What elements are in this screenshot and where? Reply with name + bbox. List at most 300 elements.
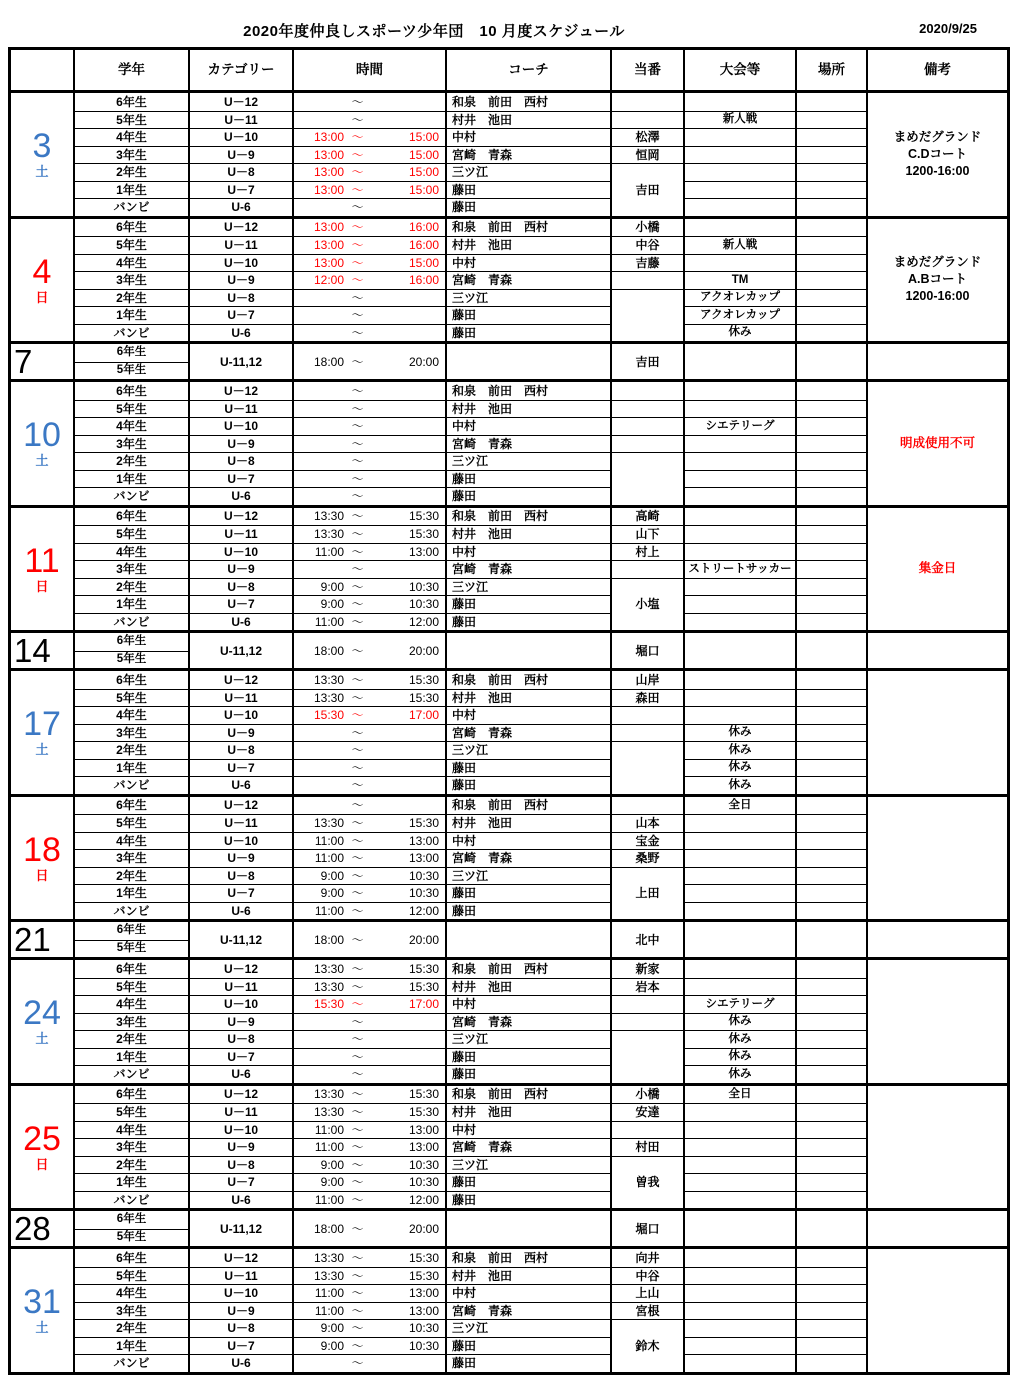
time-col bbox=[292, 382, 445, 505]
note-cell bbox=[868, 922, 1007, 957]
time-end: 10:30 bbox=[408, 579, 439, 594]
time-end: 15:30 bbox=[408, 672, 439, 687]
category-cell: U－7 bbox=[190, 1173, 292, 1191]
time-col bbox=[292, 1249, 445, 1372]
event-cell bbox=[685, 487, 795, 505]
category-cell: U－10 bbox=[190, 832, 292, 850]
coach-col bbox=[445, 382, 610, 505]
grade-cell: 5年生 bbox=[75, 978, 188, 996]
tilde-symbol: ～ bbox=[351, 354, 364, 369]
time-start: 11:00 bbox=[314, 1192, 344, 1207]
time-cell bbox=[294, 884, 445, 902]
category-col bbox=[188, 219, 292, 342]
time-start: 13:00 bbox=[313, 238, 344, 253]
time-cell bbox=[294, 1048, 445, 1066]
time-cell bbox=[294, 1013, 445, 1031]
grade-cell: 2年生 bbox=[75, 289, 188, 307]
time-cell bbox=[294, 671, 445, 689]
event-cell: 休み bbox=[685, 324, 795, 342]
time-end: 15:30 bbox=[408, 1087, 439, 1102]
event-col bbox=[683, 1249, 795, 1372]
time-start: 11:00 bbox=[314, 851, 344, 866]
category-cell: U－7 bbox=[190, 1048, 292, 1066]
date-cell bbox=[11, 1249, 73, 1372]
place-cell bbox=[797, 198, 866, 216]
time-cell bbox=[294, 706, 445, 724]
duty-cell bbox=[612, 400, 683, 418]
place-cell bbox=[797, 1048, 866, 1066]
coach-col bbox=[445, 1086, 610, 1209]
event-cell bbox=[685, 1249, 795, 1267]
grade-cell: 1年生 bbox=[75, 1337, 188, 1355]
coach-cell: 藤田 bbox=[447, 1354, 610, 1372]
day-block-28 bbox=[11, 1208, 1007, 1246]
place-cell bbox=[797, 324, 866, 342]
day-block-18 bbox=[11, 794, 1007, 920]
time-start: 11:00 bbox=[314, 1286, 344, 1301]
place-cell bbox=[797, 382, 866, 400]
category-cell: U－11 bbox=[190, 814, 292, 832]
header-cell-time: 時間 bbox=[356, 62, 383, 78]
tilde-symbol: ～ bbox=[351, 562, 364, 577]
time-col bbox=[292, 922, 445, 957]
grade-col bbox=[73, 960, 188, 1083]
coach-cell: 藤田 bbox=[447, 1048, 610, 1066]
category-cell: U－8 bbox=[190, 1156, 292, 1174]
duty-cell: 宮根 bbox=[612, 1302, 683, 1320]
place-cell bbox=[797, 111, 866, 129]
grade-cell: 4年生 bbox=[75, 254, 188, 272]
grade-cell: 5年生 bbox=[75, 111, 188, 129]
place-cell bbox=[797, 759, 866, 777]
time-end: 12:00 bbox=[408, 1192, 439, 1207]
day-block-17 bbox=[11, 668, 1007, 794]
category-cell: U－8 bbox=[190, 1030, 292, 1048]
time-end: 15:30 bbox=[408, 1268, 439, 1283]
time-cell bbox=[294, 1138, 445, 1156]
duty-cell-merged: 曽我 bbox=[612, 1156, 683, 1209]
time-cell bbox=[294, 306, 445, 324]
category-cell: U－10 bbox=[190, 1284, 292, 1302]
grade-cell: 6年生 bbox=[116, 798, 147, 813]
event-cell bbox=[685, 595, 795, 613]
grade-cell: 5年生 bbox=[75, 689, 188, 707]
time-end: 15:00 bbox=[408, 130, 439, 145]
event-cell: 新人戦 bbox=[685, 111, 795, 129]
time-start: 13:30 bbox=[313, 672, 344, 687]
event-cell bbox=[685, 181, 795, 199]
time-start: 11:00 bbox=[314, 833, 344, 848]
time-cell bbox=[294, 146, 445, 164]
coach-col bbox=[445, 344, 610, 379]
event-col bbox=[683, 960, 795, 1083]
coach-cell: 藤田 bbox=[447, 776, 610, 794]
grade-cell: バンビ bbox=[75, 1354, 188, 1372]
day-block-3 bbox=[11, 90, 1007, 216]
grade-cell: 1年生 bbox=[75, 884, 188, 902]
duty-cell: 恒岡 bbox=[612, 146, 683, 164]
event-cell bbox=[685, 689, 795, 707]
tilde-symbol: ～ bbox=[351, 509, 364, 524]
category-cell: U－7 bbox=[190, 884, 292, 902]
grade-cell: 4年生 bbox=[75, 128, 188, 146]
event-cell bbox=[685, 1319, 795, 1337]
category-cell: U－12 bbox=[223, 672, 258, 687]
category-cell: U-6 bbox=[190, 902, 292, 920]
time-cell bbox=[294, 689, 445, 707]
date-col bbox=[11, 1249, 73, 1372]
category-cell: U-6 bbox=[190, 1065, 292, 1083]
page-title: 2020年度仲良しスポーツ少年団 10 月度スケジュール bbox=[243, 23, 625, 40]
time-end: 17:00 bbox=[408, 708, 439, 723]
tilde-symbol: ～ bbox=[351, 868, 364, 883]
grade-cell: 2年生 bbox=[75, 1030, 188, 1048]
tilde-symbol: ～ bbox=[351, 200, 364, 215]
coach-cell: 和泉 前田 西村 bbox=[452, 1250, 549, 1265]
header-col-note bbox=[866, 50, 1007, 90]
time-cell bbox=[294, 435, 445, 453]
time-cell bbox=[294, 1337, 445, 1355]
grade-col bbox=[73, 922, 188, 957]
duty-col bbox=[610, 960, 683, 1083]
date-cell bbox=[11, 1211, 73, 1246]
category-col bbox=[188, 382, 292, 505]
note-cell bbox=[868, 508, 1007, 631]
category-col bbox=[188, 344, 292, 379]
duty-cell-merged: 吉田 bbox=[612, 163, 683, 216]
event-cell bbox=[685, 1354, 795, 1372]
coach-cell: 宮崎 青森 bbox=[447, 146, 610, 164]
event-cell bbox=[685, 435, 795, 453]
coach-col bbox=[445, 922, 610, 957]
time-col bbox=[292, 508, 445, 631]
category-cell: U－9 bbox=[190, 1302, 292, 1320]
place-cell bbox=[797, 706, 866, 724]
tilde-symbol: ～ bbox=[351, 1321, 364, 1336]
note-col bbox=[866, 671, 1007, 794]
grade-cell: 6年生 bbox=[116, 220, 147, 235]
coach-col bbox=[445, 1211, 610, 1246]
duty-cell bbox=[612, 995, 683, 1013]
time-end: 15:30 bbox=[408, 961, 439, 976]
date-col bbox=[11, 1086, 73, 1209]
place-col bbox=[795, 508, 866, 631]
tilde-symbol: ～ bbox=[351, 778, 364, 793]
place-col bbox=[795, 922, 866, 957]
event-cell bbox=[685, 219, 795, 237]
coach-cell: 中村 bbox=[447, 417, 610, 435]
header-col-time bbox=[292, 50, 445, 90]
place-cell bbox=[797, 1121, 866, 1139]
time-cell bbox=[294, 1319, 445, 1337]
category-cell: U－11 bbox=[190, 689, 292, 707]
coach-cell: 三ツ江 bbox=[447, 741, 610, 759]
place-cell bbox=[797, 922, 866, 957]
coach-cell: 藤田 bbox=[447, 1173, 610, 1191]
place-cell bbox=[797, 508, 866, 526]
time-end: 15:00 bbox=[408, 182, 439, 197]
day-of-week: 土 bbox=[35, 453, 49, 469]
event-col bbox=[683, 1086, 795, 1209]
category-cell: U－12 bbox=[223, 383, 258, 398]
time-col bbox=[292, 219, 445, 342]
tilde-symbol: ～ bbox=[351, 1338, 364, 1353]
time-cell bbox=[294, 1065, 445, 1083]
day-of-week: 土 bbox=[35, 1320, 49, 1336]
place-cell bbox=[797, 1284, 866, 1302]
time-cell bbox=[294, 922, 445, 957]
event-cell bbox=[685, 578, 795, 596]
time-end: 20:00 bbox=[408, 643, 439, 658]
coach-cell: 和泉 前田 西村 bbox=[452, 1087, 549, 1102]
day-number: 21 bbox=[14, 922, 51, 957]
day-block-11 bbox=[11, 505, 1007, 631]
place-cell bbox=[797, 219, 866, 237]
place-cell bbox=[797, 400, 866, 418]
place-cell bbox=[797, 181, 866, 199]
event-cell bbox=[685, 163, 795, 181]
coach-cell: 村井 池田 bbox=[447, 1267, 610, 1285]
tilde-symbol: ～ bbox=[351, 165, 364, 180]
day-block-31 bbox=[11, 1246, 1007, 1372]
time-end: 20:00 bbox=[408, 1221, 439, 1236]
header-cell-event: 大会等 bbox=[719, 62, 761, 78]
tilde-symbol: ～ bbox=[351, 932, 364, 947]
grade-cell: 2年生 bbox=[75, 163, 188, 181]
note-line: まめだグランド bbox=[893, 255, 982, 270]
category-cell: U－8 bbox=[190, 578, 292, 596]
category-col bbox=[188, 93, 292, 216]
grade-col bbox=[73, 797, 188, 920]
grade-cell: 2年生 bbox=[75, 1319, 188, 1337]
day-of-week: 日 bbox=[35, 289, 49, 305]
place-col bbox=[795, 219, 866, 342]
coach-cell: 村井 池田 bbox=[447, 814, 610, 832]
coach-cell: 藤田 bbox=[447, 595, 610, 613]
duty-cell bbox=[612, 435, 683, 453]
place-cell bbox=[797, 1267, 866, 1285]
date-cell bbox=[11, 508, 73, 631]
event-col bbox=[683, 633, 795, 668]
event-cell bbox=[685, 1211, 795, 1246]
date-cell bbox=[11, 93, 73, 216]
tilde-symbol: ～ bbox=[351, 643, 364, 658]
day-number: 4 bbox=[32, 252, 52, 291]
place-cell bbox=[797, 884, 866, 902]
time-end: 15:30 bbox=[408, 1105, 439, 1120]
tilde-symbol: ～ bbox=[351, 903, 364, 918]
place-cell bbox=[797, 306, 866, 324]
note-cell bbox=[868, 633, 1007, 668]
grade-cell: バンビ bbox=[75, 1191, 188, 1209]
duty-col bbox=[610, 1211, 683, 1246]
category-col bbox=[188, 1211, 292, 1246]
coach-cell: 藤田 bbox=[447, 324, 610, 342]
time-cell bbox=[294, 867, 445, 885]
place-cell bbox=[797, 236, 866, 254]
time-cell bbox=[294, 163, 445, 181]
time-end: 13:00 bbox=[408, 544, 439, 559]
place-cell bbox=[797, 1013, 866, 1031]
category-cell: U－8 bbox=[190, 163, 292, 181]
grade-cell: 3年生 bbox=[75, 849, 188, 867]
event-cell bbox=[685, 93, 795, 111]
coach-cell: 中村 bbox=[447, 995, 610, 1013]
note-col bbox=[866, 922, 1007, 957]
tilde-symbol: ～ bbox=[351, 816, 364, 831]
day-block-10 bbox=[11, 379, 1007, 505]
grade-cell: 5年生 bbox=[75, 400, 188, 418]
tilde-symbol: ～ bbox=[351, 147, 364, 162]
time-cell bbox=[294, 219, 445, 237]
time-cell bbox=[294, 1284, 445, 1302]
time-start: 11:00 bbox=[314, 903, 344, 918]
time-cell bbox=[294, 324, 445, 342]
category-cell: U－10 bbox=[190, 995, 292, 1013]
time-start: 13:30 bbox=[313, 1105, 344, 1120]
tilde-symbol: ～ bbox=[351, 1250, 364, 1265]
note-line: 1200-16:00 bbox=[905, 289, 970, 304]
coach-cell: 藤田 bbox=[447, 1065, 610, 1083]
event-cell: 全日 bbox=[728, 1087, 752, 1100]
coach-cell: 三ツ江 bbox=[447, 289, 610, 307]
time-cell bbox=[294, 814, 445, 832]
category-col bbox=[188, 1249, 292, 1372]
duty-cell bbox=[612, 382, 683, 400]
grade-col bbox=[73, 633, 188, 668]
note-col bbox=[866, 960, 1007, 1083]
time-cell bbox=[294, 724, 445, 742]
coach-cell: 村井 池田 bbox=[447, 400, 610, 418]
date-cell bbox=[11, 671, 73, 794]
grade-col bbox=[73, 1249, 188, 1372]
category-cell: U－12 bbox=[223, 220, 258, 235]
time-start: 9:00 bbox=[320, 1157, 344, 1172]
grade-cell: 2年生 bbox=[75, 1156, 188, 1174]
day-number: 11 bbox=[24, 541, 60, 580]
header-col-place bbox=[795, 50, 866, 90]
place-cell bbox=[797, 613, 866, 631]
date-col bbox=[11, 93, 73, 216]
time-cell bbox=[294, 543, 445, 561]
category-cell: U－9 bbox=[190, 1138, 292, 1156]
time-cell bbox=[294, 181, 445, 199]
time-cell bbox=[294, 832, 445, 850]
place-cell bbox=[797, 902, 866, 920]
coach-cell: 藤田 bbox=[447, 613, 610, 631]
coach-col bbox=[445, 93, 610, 216]
time-end: 17:00 bbox=[408, 997, 439, 1012]
tilde-symbol: ～ bbox=[351, 273, 364, 288]
duty-cell bbox=[612, 797, 683, 815]
duty-col bbox=[610, 382, 683, 505]
day-of-week: 日 bbox=[35, 1156, 49, 1172]
category-cell: U－11 bbox=[190, 978, 292, 996]
event-col bbox=[683, 508, 795, 631]
category-cell: U-11,12 bbox=[219, 643, 263, 658]
tilde-symbol: ～ bbox=[351, 886, 364, 901]
place-cell bbox=[797, 470, 866, 488]
place-cell bbox=[797, 633, 866, 668]
header-col-date bbox=[11, 50, 73, 90]
event-cell bbox=[685, 1191, 795, 1209]
time-cell bbox=[294, 417, 445, 435]
grade-cell: 1年生 bbox=[75, 181, 188, 199]
event-col bbox=[683, 382, 795, 505]
category-cell: U－11 bbox=[190, 111, 292, 129]
time-start: 9:00 bbox=[320, 1321, 344, 1336]
place-cell bbox=[797, 525, 866, 543]
time-start: 9:00 bbox=[320, 597, 344, 612]
place-cell bbox=[797, 1086, 866, 1104]
time-cell bbox=[294, 236, 445, 254]
place-cell bbox=[797, 93, 866, 111]
time-start: 11:00 bbox=[314, 1122, 344, 1137]
event-cell bbox=[685, 978, 795, 996]
duty-cell-merged bbox=[612, 289, 683, 342]
time-start: 15:30 bbox=[313, 708, 344, 723]
time-end: 15:30 bbox=[408, 1250, 439, 1265]
category-col bbox=[188, 671, 292, 794]
time-cell bbox=[294, 254, 445, 272]
grade-cell: 1年生 bbox=[75, 1048, 188, 1066]
category-cell: U－7 bbox=[190, 181, 292, 199]
grade-col bbox=[73, 671, 188, 794]
tilde-symbol: ～ bbox=[351, 419, 364, 434]
tilde-symbol: ～ bbox=[351, 308, 364, 323]
category-cell: U－8 bbox=[190, 452, 292, 470]
event-cell bbox=[685, 1302, 795, 1320]
event-cell bbox=[685, 633, 795, 668]
tilde-symbol: ～ bbox=[351, 454, 364, 469]
grade-cell: 4年生 bbox=[75, 1284, 188, 1302]
time-end: 12:00 bbox=[408, 903, 439, 918]
category-col bbox=[188, 922, 292, 957]
time-end: 13:00 bbox=[408, 1286, 439, 1301]
place-col bbox=[795, 382, 866, 505]
date-cell bbox=[11, 633, 73, 668]
note-line: A.Bコート bbox=[907, 272, 968, 287]
grade-cell: 5年生 bbox=[75, 814, 188, 832]
category-cell: U-6 bbox=[190, 613, 292, 631]
category-cell: U－9 bbox=[190, 724, 292, 742]
grade-col bbox=[73, 382, 188, 505]
date-col bbox=[11, 671, 73, 794]
duty-cell-merged: 鈴木 bbox=[612, 1319, 683, 1372]
grade-cell: 2年生 bbox=[75, 578, 188, 596]
tilde-symbol: ～ bbox=[351, 708, 364, 723]
place-cell bbox=[797, 1337, 866, 1355]
time-col bbox=[292, 93, 445, 216]
place-cell bbox=[797, 960, 866, 978]
event-cell bbox=[685, 671, 795, 689]
grade-cell: 3年生 bbox=[75, 271, 188, 289]
time-cell bbox=[294, 741, 445, 759]
time-end: 13:00 bbox=[408, 1303, 439, 1318]
time-cell bbox=[294, 400, 445, 418]
tilde-symbol: ～ bbox=[351, 1049, 364, 1064]
category-cell: U－9 bbox=[190, 849, 292, 867]
category-cell: U－10 bbox=[190, 254, 292, 272]
coach-cell: 宮崎 青森 bbox=[447, 1138, 610, 1156]
header-col-duty bbox=[610, 50, 683, 90]
note-cell bbox=[868, 1211, 1007, 1246]
grade-cell: 5年生 bbox=[75, 236, 188, 254]
date-cell bbox=[11, 219, 73, 342]
time-cell bbox=[294, 128, 445, 146]
duty-cell: 岩本 bbox=[612, 978, 683, 996]
category-cell: U－12 bbox=[223, 509, 258, 524]
